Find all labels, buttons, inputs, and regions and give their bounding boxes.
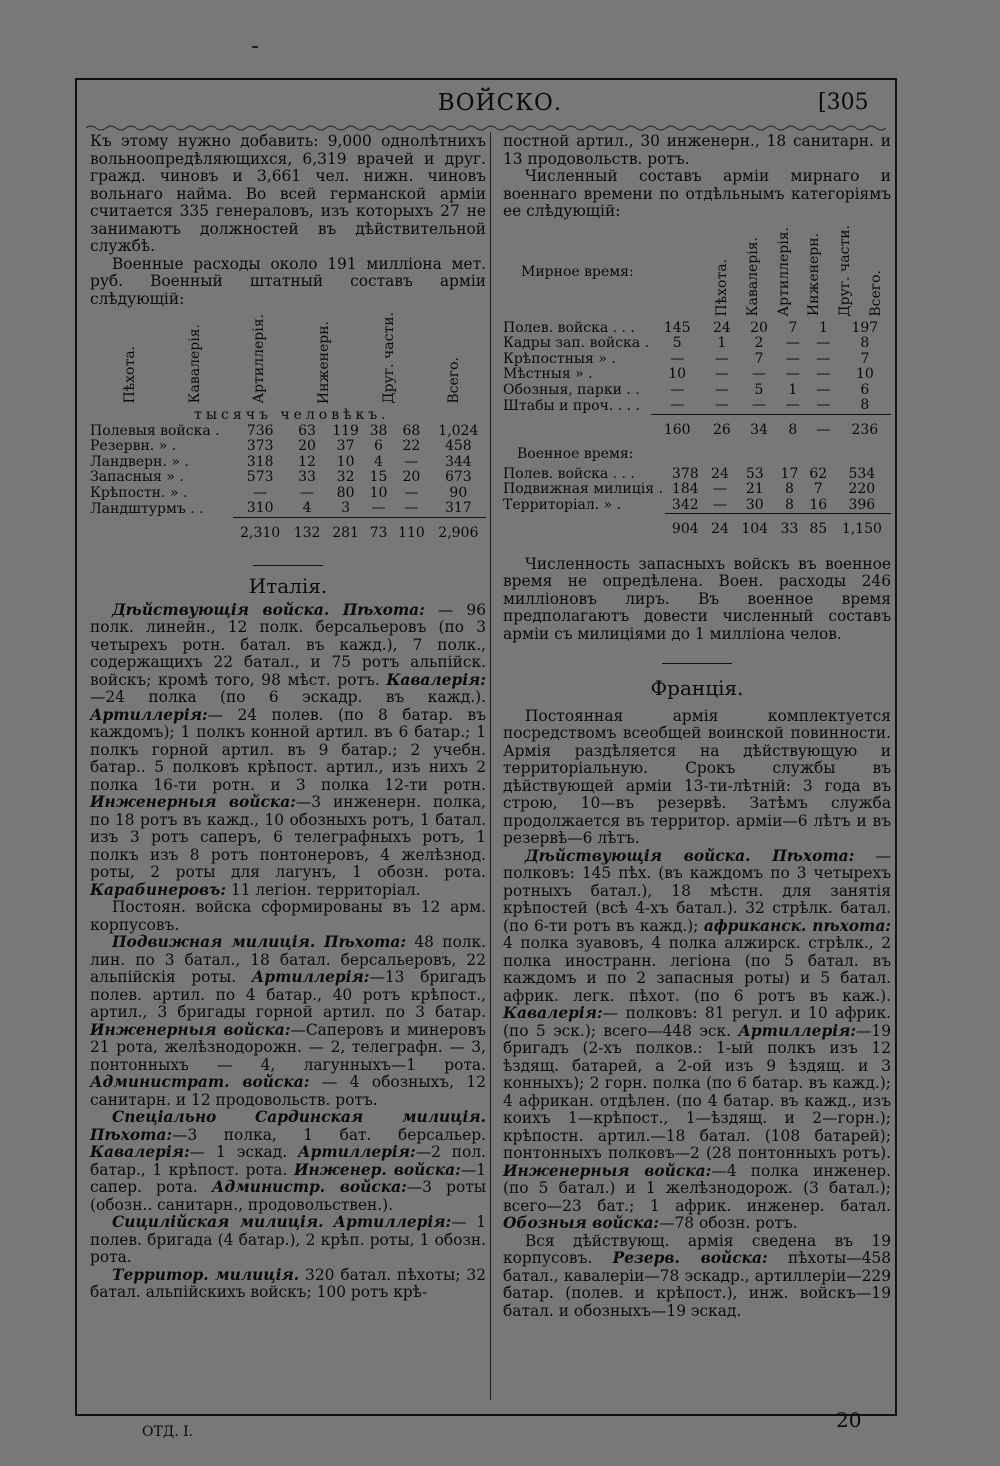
table-cell: 22 <box>402 438 421 455</box>
table-cell: 7 <box>860 350 870 367</box>
table-cell: 2 <box>754 335 764 352</box>
row-label: Ландверн. » . <box>90 453 189 470</box>
col-infantry: Пѣхота. <box>714 258 731 317</box>
reserves-paragraph: Численность запасныхъ войскъ въ военное время не опредѣлена. Воен. расходы 246 милліоновъ лиръ. Въ военное время предполагаютъ довести численный составъ арміи съ милиціями до 1 милліона челов. <box>503 554 891 643</box>
table-cell: 10 <box>336 453 355 470</box>
peace-label: Мирное время: <box>521 263 634 280</box>
table-cell: 344 <box>444 453 472 470</box>
total-cell: 2,906 <box>431 517 486 541</box>
col-engineers: Инженерн. <box>316 320 333 404</box>
row-label: Крѣпостныя » . <box>503 350 616 367</box>
table-cell: — <box>714 381 729 398</box>
table-row <box>503 482 891 498</box>
row-label: Крѣпостн. » . <box>90 484 188 501</box>
table-cell: — <box>785 350 800 367</box>
table-cell: 8 <box>860 335 870 352</box>
continuation-paragraph: постной артил., 30 инженерн., 18 санитарн. и 13 продовольств. ротъ. <box>503 132 891 168</box>
table-cell: — <box>713 496 727 513</box>
row-label: Подвижная милиція . <box>503 481 663 498</box>
total-cell: 73 <box>365 517 392 541</box>
col-other: Друг. части. <box>836 224 853 317</box>
page-number-header: [305 <box>818 90 869 115</box>
table-cell: — <box>785 366 800 383</box>
table-cell: — <box>816 350 831 367</box>
intro-paragraph: Къ этому нужно добавить: 9,000 однолѣтнихъ вольноопредѣляющихся, 6,319 врачей и друг. гражд. чиновъ и 3,661 чел. нижн. чиновъ вольнаго найма. Во всей германской арміи считается 335 генераловъ, изъ которыхъ 27 не занимаютъ должностей въ дѣйствительной службѣ. <box>90 132 486 255</box>
total-cell: 1,150 <box>833 514 891 538</box>
total-cell: 281 <box>326 517 365 541</box>
italy-peace-body <box>503 321 891 439</box>
table-cell: 4 <box>374 453 383 470</box>
total-row <box>90 517 486 541</box>
table-cell: 24 <box>712 319 731 336</box>
table-cell: — <box>713 481 727 498</box>
col-artillery: Артиллерія. <box>775 226 792 317</box>
table-cell: 53 <box>745 465 764 482</box>
table-cell: 736 <box>246 422 274 439</box>
table-row <box>503 467 891 483</box>
table-cell: 7 <box>788 319 798 336</box>
col-engineers: Инженерн. <box>806 233 823 317</box>
table-cell: — <box>404 453 419 470</box>
total-row <box>503 514 891 538</box>
row-label: Территоріал. » . <box>503 497 622 514</box>
row-label: Обозныя, парки . . <box>503 381 640 398</box>
budget-paragraph: Военные расходы около 191 милліона мет. руб. Военный штатный составъ арміи слѣдующій: <box>90 254 486 308</box>
table-cell: 37 <box>336 438 355 455</box>
total-cell: 904 <box>665 514 706 538</box>
table-cell: — <box>816 335 831 352</box>
table-cell: 7 <box>754 350 764 367</box>
table-cell: — <box>253 484 268 501</box>
col-total: Всего. <box>445 357 462 404</box>
table-cell: 3 <box>341 500 351 517</box>
total-cell: — <box>808 414 839 438</box>
table-cell: — <box>714 350 729 367</box>
table-cell: — <box>751 366 766 383</box>
table-cell: 342 <box>671 496 699 513</box>
row-label: Полевыя войска . <box>90 422 220 439</box>
table-cell: 318 <box>246 453 274 470</box>
table-cell: 6 <box>860 381 870 398</box>
table-row <box>503 498 891 514</box>
table-cell: — <box>300 484 315 501</box>
table-cell: 62 <box>809 465 828 482</box>
row-label: Мѣстныя » . <box>503 366 593 383</box>
table-row <box>90 501 486 517</box>
table-cell: 33 <box>298 469 316 486</box>
table-cell: 673 <box>444 469 472 486</box>
column-divider <box>490 132 491 1400</box>
table-cell: 5 <box>754 381 764 398</box>
print-mark <box>252 46 258 48</box>
table-cell: 5 <box>672 335 682 352</box>
table-cell: — <box>714 366 729 383</box>
table-cell: 534 <box>848 465 876 482</box>
table-cell: — <box>816 366 831 383</box>
table-cell: 573 <box>246 469 274 486</box>
germany-table-body <box>90 424 486 542</box>
table-cell: 38 <box>369 422 388 439</box>
sicily-paragraph: Сицилійская милиція. Артиллерія:— 1 полев. бригада (4 батар.), 2 крѣп. роты, 1 обозн. рота. <box>90 1213 487 1267</box>
table-cell: 15 <box>369 469 388 486</box>
col-artillery: Артиллерія. <box>251 314 268 404</box>
table-cell: 220 <box>848 481 876 498</box>
table-cell: 16 <box>809 496 828 513</box>
table-cell: 8 <box>784 496 794 513</box>
table-row <box>503 383 891 399</box>
table-cell: 184 <box>671 481 699 498</box>
italy-heading: Италія. <box>248 574 328 599</box>
right-column <box>503 133 891 1320</box>
table-cell: — <box>371 500 386 517</box>
table-cell: — <box>751 397 766 414</box>
table-cell: 68 <box>402 422 421 439</box>
table-cell: 10 <box>855 366 874 383</box>
table-cell: 32 <box>336 469 355 486</box>
row-label: Запасныя » . <box>90 469 184 486</box>
table-cell: 21 <box>745 481 764 498</box>
table-cell: 10 <box>668 366 687 383</box>
row-label: Кадры зап. войска . <box>503 335 650 352</box>
total-cell: 85 <box>804 514 833 538</box>
row-label: Штабы и проч. . . . <box>503 397 640 414</box>
table-cell: 458 <box>444 438 472 455</box>
table-cell: 310 <box>246 500 274 517</box>
total-cell: 24 <box>706 514 735 538</box>
left-column <box>90 133 486 1302</box>
table-cell: 30 <box>745 496 764 513</box>
table-cell: 80 <box>336 484 355 501</box>
table-cell: 7 <box>813 481 823 498</box>
table-cell: — <box>404 484 419 501</box>
table-cell: — <box>670 350 685 367</box>
table-cell: 20 <box>750 319 768 336</box>
table-cell: 4 <box>302 500 312 517</box>
table-header-row <box>90 312 486 408</box>
italy-corps-paragraph: Постоян. войска сформированы въ 12 арм. корпусовъ. <box>90 898 486 934</box>
col-other: Друг. части. <box>380 312 397 404</box>
total-cell: 34 <box>740 414 777 438</box>
table-cell: 24 <box>711 465 729 482</box>
table-units: тысячъ человѣкъ. <box>194 407 390 424</box>
col-cavalry: Кавалерія. <box>186 324 203 404</box>
table-cell: — <box>785 397 800 414</box>
italy-war-body <box>503 467 891 538</box>
table-cell: 17 <box>780 465 799 482</box>
table-row <box>503 367 891 383</box>
table-cell: 317 <box>444 500 472 517</box>
table-row <box>90 455 486 471</box>
table-cell: 1 <box>818 319 828 336</box>
table-cell: 1 <box>788 381 798 398</box>
short-rule <box>253 565 323 566</box>
territorial-paragraph: Территор. милиція. 320 батал. пѣхоты; 32 батал. альпійскихъ войскъ; 100 ротъ крѣ- <box>90 1265 486 1302</box>
italy-militia-paragraph: Подвижная милиція. Пѣхота: 48 полк. лин. по 3 батал., 18 батал. берсальеровъ, 22 альпійскія роты. Артиллерія:—13 бригадъ полев. артил. по 4 батар., 40 ротъ крѣпост., артил., 3 бригады горной артил. по 3 батар. Инженерныя войска:—Саперовъ и минеровъ 21 рота, желѣзнодорожн. — 2, телеграфн. — 3, понтонныхъ — 4, лагунныхъ—1 рота. Администрат. войска: — 4 обозныхъ, 12 санитарн. и 12 продовольств. ротъ. <box>90 933 487 1109</box>
row-label: Резервн. » . <box>90 438 177 455</box>
running-title: ВОЙСКО. <box>437 90 563 116</box>
table-cell: 10 <box>369 484 388 501</box>
col-infantry: Пѣхота. <box>122 346 139 404</box>
table-cell: — <box>816 397 831 414</box>
total-cell: 110 <box>392 517 431 541</box>
table-row <box>503 336 891 352</box>
table-cell: 20 <box>402 469 421 486</box>
total-cell: 132 <box>288 517 327 541</box>
table-cell: 90 <box>449 484 468 501</box>
table-cell: 373 <box>246 438 274 455</box>
table-cell: — <box>404 500 419 517</box>
total-cell: 104 <box>734 514 775 538</box>
italy-table <box>503 225 891 321</box>
row-label: Полев. войска . . . <box>503 465 635 482</box>
row-label: Ландштурмъ . . <box>90 500 204 517</box>
table-header-row <box>503 225 891 321</box>
col-cavalry: Кавалерія. <box>744 236 761 317</box>
short-rule <box>662 663 732 664</box>
france-reserve-paragraph: Вся дѣйствующ. армія сведена въ 19 корпусовъ. Резерв. войска: пѣхоты—458 батал., кавалеріи—78 эскадр., артиллеріи—229 батар. (полев. и крѣпост.), инж. войскъ—19 батал. и обозныхъ—19 эскад. <box>503 1231 891 1320</box>
table-cell: 8 <box>784 481 794 498</box>
table-row <box>90 439 486 455</box>
table-cell: 378 <box>671 465 699 482</box>
table-row <box>503 321 891 337</box>
table-cell: — <box>816 381 831 398</box>
table-cell: 396 <box>848 496 876 513</box>
table-cell: — <box>670 381 685 398</box>
table-cell: 63 <box>298 422 316 439</box>
table-row <box>90 424 486 440</box>
table-row <box>90 470 486 486</box>
table-cell: 1,024 <box>438 422 479 439</box>
table-cell: — <box>714 397 729 414</box>
sardinia-paragraph: Спеціально Сардинская милиція. Пѣхота:—3 полка, 1 бат. берсальер. Кавалерія:— 1 эскад. Артиллерія:—2 пол. батар., 1 крѣпост. рота. Инженер. войска:—1 сапер. рота. Администр. войска:—3 роты (обозн.. санитарн., продовольствен.). <box>90 1108 486 1214</box>
total-cell: 2,310 <box>233 517 288 541</box>
table-row <box>503 352 891 368</box>
strength-intro: Численный составъ арміи мирнаго и военнаго времени по отдѣльнымъ категоріямъ ее слѣдующій: <box>503 167 891 220</box>
table-cell: — <box>670 397 685 414</box>
table-row <box>503 398 891 414</box>
table-cell: 119 <box>332 422 359 439</box>
total-cell: 8 <box>778 414 809 438</box>
total-cell: 26 <box>703 414 740 438</box>
total-row <box>503 414 891 438</box>
table-row <box>90 486 486 502</box>
footer-section: ОТД. I. <box>142 1424 194 1440</box>
row-label: Полев. войска . . . <box>503 319 635 336</box>
france-intro-paragraph: Постоянная армія комплектуется посредствомъ всеобщей воинской повинности. Армія раздѣляется на дѣйствующую и территоріальную. Срокъ службы въ дѣйствующей арміи 13-ти-лѣтній: 3 года въ строю, 10—въ резервѣ. Затѣмъ служба продолжается въ территор. арміи—6 лѣтъ и въ резервѣ—6 лѣтъ. <box>503 706 891 848</box>
france-active-paragraph: Дѣйствующія войска. Пѣхота: — полковъ: 145 пѣх. (въ каждомъ по 3 четырехъ ротныхъ батал.), 18 мѣстн. для занятія крѣпостей (всѣ 4-хъ батал.). 32 стрѣлк. батал. (по 6-ти ротъ въ кажд.); африканск. пѣхота: 4 полка зуавовъ, 4 полка алжирск. стрѣлк., 2 полка иностранн. легіона (по 5 батал. въ каждомъ и по 2 запасныя роты) и 5 батал. африк. легк. пѣхот. (по 6 ротъ въ каж.). Кавалерія:— полковъ: 81 регул. и 10 африк. (по 5 эск.); всего—448 эск. Артиллерія:—19 бригадъ (2-хъ полков.: 1-ый полкъ изъ 12 ѣздящ. батарей, а 2-ой изъ 9 ѣздящ. и 3 конныхъ); 2 горн. полка (по 6 батар. въ кажд.); 4 африкан. отдѣлен. (по 4 батар. въ кажд., изъ коихъ 1—крѣпост., 1—ѣздящ. и 2—горн.); крѣпостн. артил.—18 батал. (108 батарей); понтонныхъ полковъ—2 (28 понтонныхъ ротъ). Инженерныя войска:—4 полка инженер. (по 5 батал.) и 1 желѣзнодорож. (3 батал.); всего—23 бат.; 1 африк. инженер. батал. Обозныя войска:—78 обозн. ротъ. <box>503 846 891 1233</box>
france-heading: Франція. <box>650 676 744 701</box>
total-cell: 236 <box>839 414 891 438</box>
table-cell: 20 <box>298 438 316 455</box>
war-label: Военное время: <box>517 446 634 463</box>
total-cell: 160 <box>651 414 703 438</box>
col-total: Всего. <box>867 269 884 317</box>
table-cell: 8 <box>860 397 870 414</box>
total-cell: 33 <box>775 514 804 538</box>
italy-active-paragraph: Дѣйствующія войска. Пѣхота: — 96 полк. линейн., 12 полк. берсальеровъ (по 3 четырехъ ротн. батал. въ кажд.), 7 полк., содержащихъ 22 батал., и 75 ротъ альпійск. войскъ; кромѣ того, 98 мѣст. ротъ. Кавалерія:—24 полка (по 6 эскадр. въ кажд.). Артиллерія:— 24 полев. (по 8 батар. въ каждомъ); 1 полкъ конной артил. въ 6 батар.; 1 полкъ горной артил. въ 9 батар.; 2 учебн. батар.. 5 полковъ крѣпост. артил., изъ нихъ 2 полка 16-ти ротн. и 3 полка 12-ти ротн. Инженерныя войска:—3 инженерн. полка, по 18 ротъ въ кажд., 10 обозныхъ ротъ, 1 батал. изъ 3 ротъ саперъ, 6 телеграфныхъ ротъ, 1 полкъ изъ 8 ротъ понтонеровъ, 4 желѣзнод. роты, 2 роты для лагунъ, 1 обозн. рота. Карабинеровъ: 11 легіон. территоріал. <box>90 600 486 899</box>
table-cell: — <box>785 335 800 352</box>
table-cell: 197 <box>851 319 879 336</box>
header-rule <box>86 124 886 132</box>
table-cell: 145 <box>663 319 691 336</box>
germany-table <box>90 312 486 424</box>
table-cell: 1 <box>717 335 727 352</box>
table-cell: 6 <box>374 438 383 455</box>
footer-page-number: 20 <box>836 1408 862 1432</box>
table-cell: 12 <box>298 453 316 470</box>
